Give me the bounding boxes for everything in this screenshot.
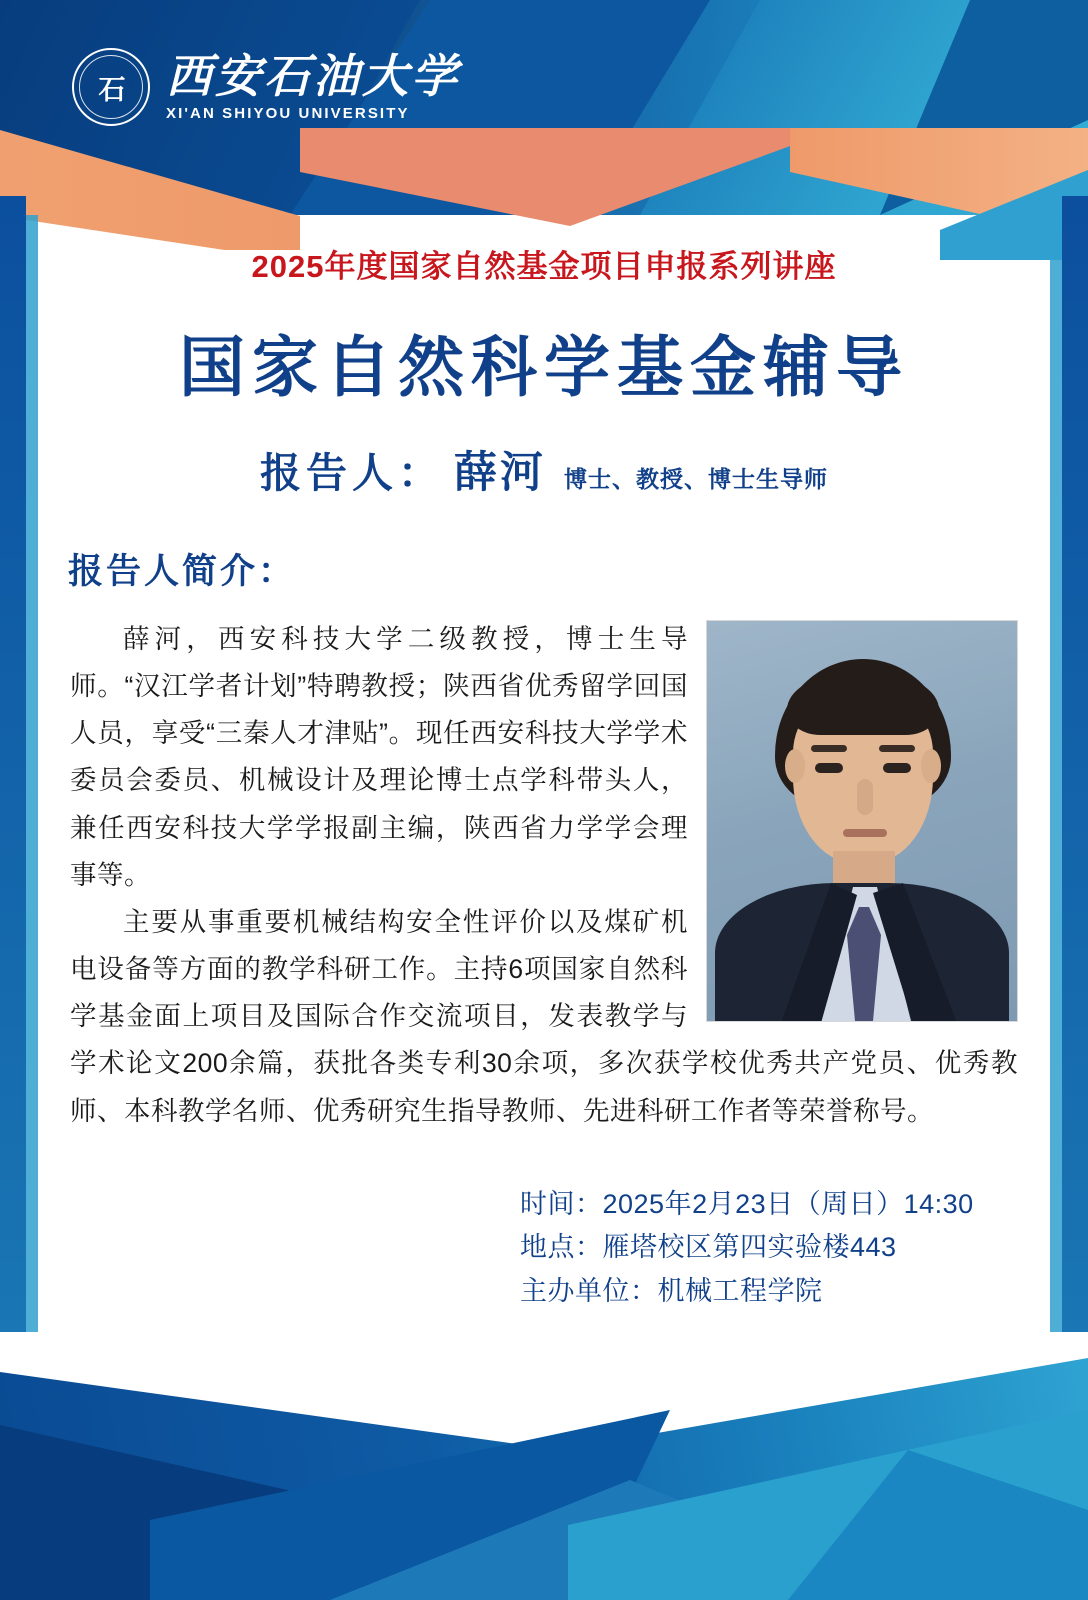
portrait-eye-right xyxy=(883,763,911,773)
university-seal-icon xyxy=(72,48,150,126)
speaker-name: 薛河 xyxy=(454,449,546,497)
speaker-titles: 博士、教授、博士生导师 xyxy=(564,466,828,492)
portrait-brow-right xyxy=(879,745,915,752)
portrait-mouth xyxy=(843,829,887,837)
page-title: 国家自然科学基金辅导 xyxy=(179,329,909,406)
bio-body xyxy=(70,616,1018,1135)
event-info xyxy=(0,1183,978,1314)
event-time: 时间：2025年2月23日（周日）14:30 xyxy=(520,1188,974,1219)
portrait-hair-front xyxy=(787,673,939,735)
speaker-label: 报告人： xyxy=(260,450,444,496)
university-logo-text xyxy=(166,49,460,122)
portrait-eye-left xyxy=(815,763,843,773)
university-seal-text: 石 xyxy=(98,74,124,105)
bio-paragraph-1: 薛河，西安科技大学二级教授，博士生导师。“汉江学者计划”特聘教授；陕西省优秀留学回国人员，享受“三秦人才津贴”。现任西安科技大学学术委员会委员、机械设计及理论博士点学科带头人，兼任西安科技大学学报副主编，陕西省力学学会理事等。 xyxy=(70,624,688,890)
speaker-line xyxy=(0,439,1088,500)
bio-heading: 报告人简介： xyxy=(68,552,297,591)
portrait-brow-left xyxy=(811,745,847,752)
portrait-ear-right xyxy=(921,749,941,783)
event-place: 地点：雁塔校区第四实验楼443 xyxy=(520,1232,897,1263)
series-title: 2025年度国家自然基金项目申报系列讲座 xyxy=(251,249,837,284)
poster-content xyxy=(0,215,1088,1314)
university-logo xyxy=(72,48,460,126)
speaker-portrait xyxy=(706,620,1018,1022)
event-organizer: 主办单位：机械工程学院 xyxy=(520,1276,823,1307)
portrait-nose xyxy=(857,779,873,815)
university-name-en: XI'AN SHIYOU UNIVERSITY xyxy=(166,104,410,122)
portrait-ear-left xyxy=(785,749,805,783)
bio-paragraph-2: 主要从事重要机械结构安全性评价以及煤矿机电设备等方面的教学科研工作。主持6项国家自然科学基金面上项目及国际合作交流项目，发表教学与学术论文200余篇，获批各类专利30余项，多次获学校优秀共产党员、优秀教师、本科教学名师、优秀研究生指导教师、先进科研工作者等荣誉称号。 xyxy=(70,906,1018,1126)
university-name-cn: 西安石油大学 xyxy=(166,49,460,104)
